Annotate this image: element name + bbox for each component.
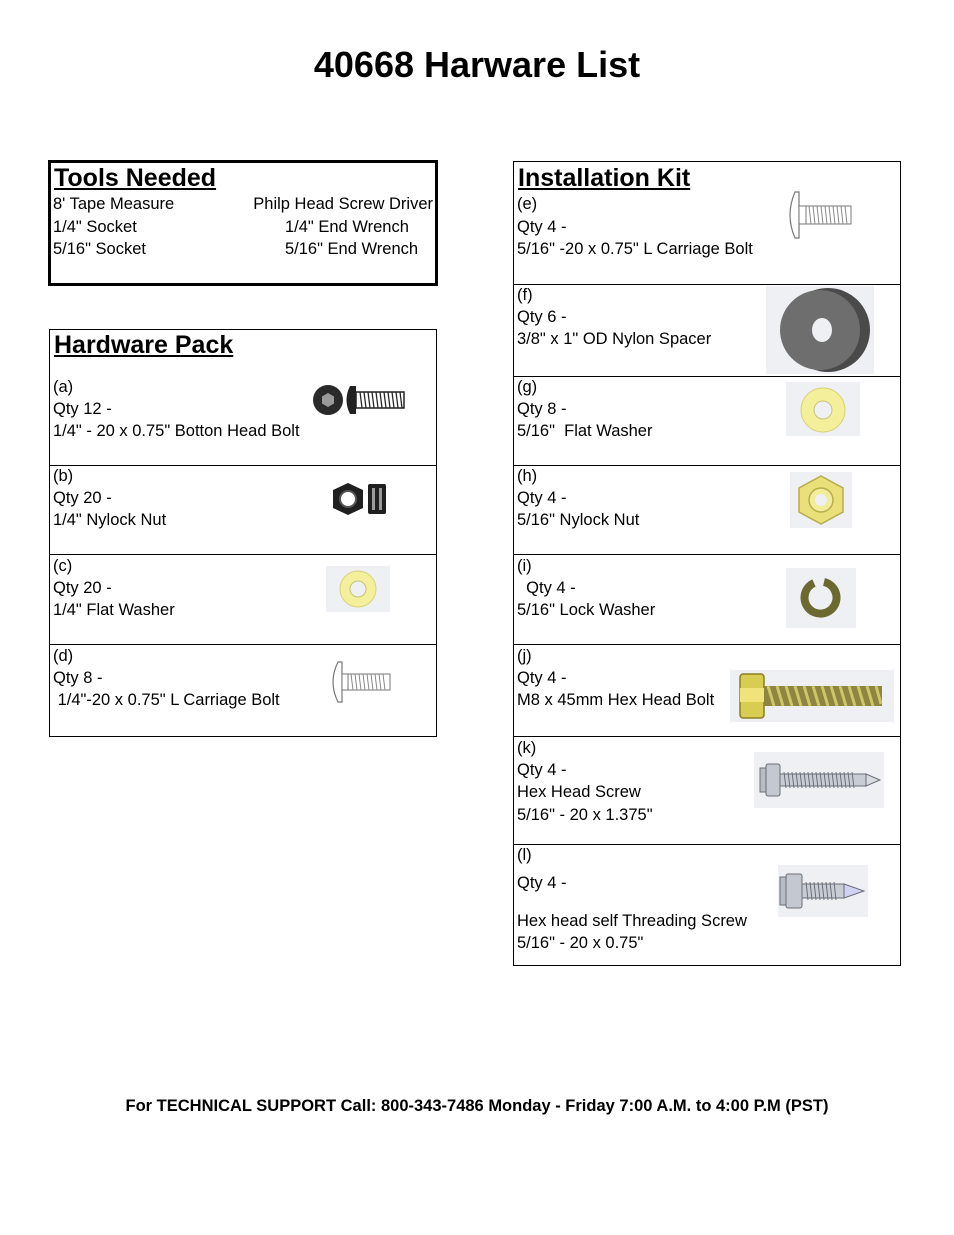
- item-g-qty: Qty 8 -: [517, 400, 567, 418]
- item-j-qty: Qty 4 -: [517, 669, 567, 687]
- item-k-size: 5/16" - 20 x 1.375": [517, 806, 653, 824]
- page-title: 40668 Harware List: [313, 44, 641, 85]
- item-l-qty: Qty 4 -: [517, 874, 567, 892]
- tool-quarter-end-wrench: 1/4" End Wrench: [285, 218, 409, 236]
- item-e-letter: (e): [517, 195, 538, 213]
- item-i-qty: Qty 4 -: [517, 579, 576, 597]
- item-f-desc: 3/8" x 1" OD Nylon Spacer: [517, 330, 712, 348]
- hex-head-screw-icon: [754, 752, 884, 808]
- item-d-qty: Qty 8 -: [53, 669, 103, 687]
- item-c-desc: 1/4" Flat Washer: [53, 601, 175, 619]
- item-l-desc: Hex head self Threading Screw: [517, 912, 747, 930]
- nylock-nut-icon: [330, 480, 390, 518]
- tool-quarter-socket: 1/4" Socket: [53, 218, 137, 236]
- hardware-pack-heading: Hardware Pack: [54, 331, 234, 359]
- tool-tape-measure: 8' Tape Measure: [53, 195, 175, 213]
- technical-support-footer: For TECHNICAL SUPPORT Call: 800-343-7486 Monday - Friday 7:00 A.M. to 4:00 P.M (PST): [125, 1097, 829, 1115]
- installation-kit-box: [513, 161, 901, 966]
- carriage-bolt-icon: [328, 660, 392, 704]
- item-a-letter: (a): [53, 378, 74, 396]
- item-i-desc: 5/16" Lock Washer: [517, 601, 656, 619]
- item-c-qty: Qty 20 -: [53, 579, 112, 597]
- tool-five-sixteenth-socket: 5/16" Socket: [53, 240, 146, 258]
- installation-kit-divider: [513, 644, 901, 645]
- item-a-qty: Qty 12 -: [53, 400, 112, 418]
- item-b-desc: 1/4" Nylock Nut: [53, 511, 167, 529]
- item-a-desc: 1/4" - 20 x 0.75" Botton Head Bolt: [53, 422, 300, 440]
- installation-kit-divider: [513, 284, 901, 285]
- installation-kit-divider: [513, 554, 901, 555]
- item-j-desc: M8 x 45mm Hex Head Bolt: [517, 691, 715, 709]
- item-g-letter: (g): [517, 378, 538, 396]
- item-l-size: 5/16" - 20 x 0.75": [517, 934, 644, 952]
- item-j-letter: (j): [517, 647, 532, 665]
- item-k-qty: Qty 4 -: [517, 761, 567, 779]
- hardware-pack-divider: [49, 644, 437, 645]
- item-f-qty: Qty 6 -: [517, 308, 567, 326]
- nylock-nut-icon: [790, 472, 852, 528]
- item-c-letter: (c): [53, 557, 73, 575]
- item-b-qty: Qty 20 -: [53, 489, 112, 507]
- hardware-pack-divider: [49, 465, 437, 466]
- installation-kit-heading: Installation Kit: [518, 164, 691, 192]
- item-b-letter: (b): [53, 467, 74, 485]
- hex-head-bolt-icon: [730, 670, 894, 722]
- item-l-letter: (l): [517, 846, 532, 864]
- carriage-bolt-icon: [785, 190, 853, 240]
- item-h-qty: Qty 4 -: [517, 489, 567, 507]
- tool-screw-driver: Philp Head Screw Driver: [253, 195, 433, 213]
- installation-kit-divider: [513, 736, 901, 737]
- installation-kit-divider: [513, 465, 901, 466]
- installation-kit-divider: [513, 376, 901, 377]
- item-k-letter: (k): [517, 739, 537, 757]
- item-d-desc: 1/4"-20 x 0.75" L Carriage Bolt: [53, 691, 280, 709]
- self-threading-screw-icon: [778, 865, 868, 917]
- tool-five-sixteenth-end-wrench: 5/16" End Wrench: [285, 240, 419, 258]
- item-f-letter: (f): [517, 286, 533, 304]
- hardware-pack-divider: [49, 554, 437, 555]
- nylon-spacer-icon: [766, 286, 874, 374]
- flat-washer-icon: [326, 566, 390, 612]
- item-e-desc: 5/16" -20 x 0.75" L Carriage Bolt: [517, 240, 753, 258]
- item-d-letter: (d): [53, 647, 74, 665]
- lock-washer-icon: [786, 568, 856, 628]
- button-head-bolt-icon: [310, 382, 406, 418]
- item-g-desc: 5/16" Flat Washer: [517, 422, 653, 440]
- item-e-qty: Qty 4 -: [517, 218, 567, 236]
- item-h-desc: 5/16" Nylock Nut: [517, 511, 640, 529]
- tools-needed-heading: Tools Needed: [54, 164, 217, 192]
- item-k-desc: Hex Head Screw: [517, 783, 641, 801]
- installation-kit-divider: [513, 844, 901, 845]
- item-h-letter: (h): [517, 467, 538, 485]
- item-i-letter: (i): [517, 557, 532, 575]
- flat-washer-icon: [786, 382, 860, 436]
